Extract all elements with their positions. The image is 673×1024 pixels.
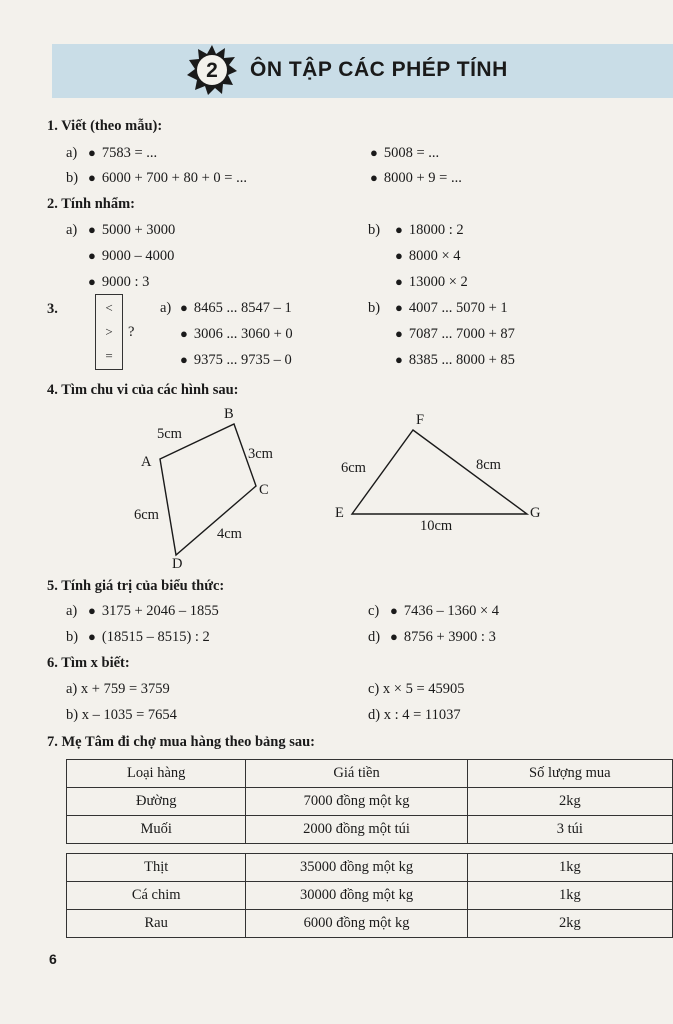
header-item: Loại hàng [67,760,246,788]
q6-b: b) x – 1035 = 7654 [66,707,177,723]
vertex-f: F [416,412,425,428]
cell-price: 6000 đồng một kg [246,910,467,938]
side-cd-length: 4cm [217,526,242,542]
table-row [67,910,673,938]
table-row [67,788,673,816]
q5-a-label: a) [66,603,78,619]
q1-a1: ● 7583 = ... [88,145,158,161]
q3-a2: ● 3006 ... 3060 + 0 [180,326,293,342]
q5-b-label: b) [66,629,79,645]
price-table-bottom [66,853,673,938]
q5-b: ● (18515 – 8515) : 2 [88,629,210,645]
q5-c: ● 7436 – 1360 × 4 [390,603,500,619]
cell-price: 7000 đồng một kg [246,788,467,816]
cell-quantity: 2kg [467,910,672,938]
cell-item: Rau [67,910,246,938]
vertex-a: A [141,454,152,470]
table-row [67,882,673,910]
side-fg-length: 8cm [476,457,501,473]
price-table-top [66,759,673,844]
q6-a: a) x + 759 = 3759 [66,681,170,697]
header-quantity: Số lượng mua [467,760,672,788]
cell-quantity: 3 túi [467,816,672,844]
cell-quantity: 1kg [467,882,672,910]
q2-a3: ● 9000 : 3 [88,274,150,290]
q1-b1: ● 6000 + 700 + 80 + 0 = ... [88,170,247,186]
table-header-row [67,760,673,788]
page-number: 6 [49,951,57,967]
vertex-b: B [224,406,234,422]
page-title: ÔN TẬP CÁC PHÉP TÍNH [250,58,508,81]
cell-price: 35000 đồng một kg [246,854,467,882]
cell-item: Đường [67,788,246,816]
vertex-g: G [530,505,541,521]
q2-a-label: a) [66,222,78,238]
badge-number: 2 [206,59,218,82]
q2-b2: ● 8000 × 4 [395,248,461,264]
symbol-greater: > [105,324,113,339]
q4-title: 4. Tìm chu vi của các hình sau: [47,382,239,398]
side-ab-length: 5cm [157,426,182,442]
cell-price: 30000 đồng một kg [246,882,467,910]
q2-b1: ● 18000 : 2 [395,222,464,238]
q6-title: 6. Tìm x biết: [47,655,130,671]
cell-item: Muối [67,816,246,844]
q3-b1: ● 4007 ... 5070 + 1 [395,300,508,316]
q3-a3: ● 9375 ... 9735 – 0 [180,352,292,368]
q5-d-label: d) [368,629,381,645]
q3-number: 3. [47,301,58,317]
cell-price: 2000 đồng một túi [246,816,467,844]
q5-a: ● 3175 + 2046 – 1855 [88,603,219,619]
q5-d: ● 8756 + 3900 : 3 [390,629,496,645]
table-row [67,816,673,844]
cell-quantity: 2kg [467,788,672,816]
vertex-d: D [172,556,183,572]
q1-b-label: b) [66,170,79,186]
q1-title: 1. Viết (theo mẫu): [47,118,163,134]
side-eg-length: 10cm [420,518,453,534]
q5-title: 5. Tính giá trị của biểu thức: [47,578,225,594]
q2-a2: ● 9000 – 4000 [88,248,175,264]
q1-a2: ● 5008 = ... [370,145,440,161]
q1-a-label: a) [66,145,78,161]
header-price: Giá tiền [246,760,467,788]
side-ef-length: 6cm [341,460,366,476]
q3-a-label: a) [160,300,172,316]
q3-b-label: b) [368,300,381,316]
q2-b-label: b) [368,222,381,238]
q6-c: c) x × 5 = 45905 [368,681,465,697]
table-row [67,854,673,882]
q2-title: 2. Tính nhẩm: [47,196,135,212]
cell-item: Thịt [67,854,246,882]
symbol-equal: = [105,348,113,363]
vertex-e: E [335,505,344,521]
vertex-c: C [259,482,269,498]
symbol-less: < [105,300,113,315]
side-da-length: 6cm [134,507,159,523]
side-bc-length: 3cm [248,446,273,462]
q2-b3: ● 13000 × 2 [395,274,468,290]
q2-a1: ● 5000 + 3000 [88,222,176,238]
cell-item: Cá chim [67,882,246,910]
q3-a1: ● 8465 ... 8547 – 1 [180,300,292,316]
q3-b2: ● 7087 ... 7000 + 87 [395,326,515,342]
q7-title: 7. Mẹ Tâm đi chợ mua hàng theo bảng sau: [47,734,315,750]
q6-d: d) x : 4 = 11037 [368,707,461,723]
q1-b2: ● 8000 + 9 = ... [370,170,462,186]
q3-question-mark: ? [128,324,135,340]
cell-quantity: 1kg [467,854,672,882]
q3-b3: ● 8385 ... 8000 + 85 [395,352,515,368]
q5-c-label: c) [368,603,380,619]
